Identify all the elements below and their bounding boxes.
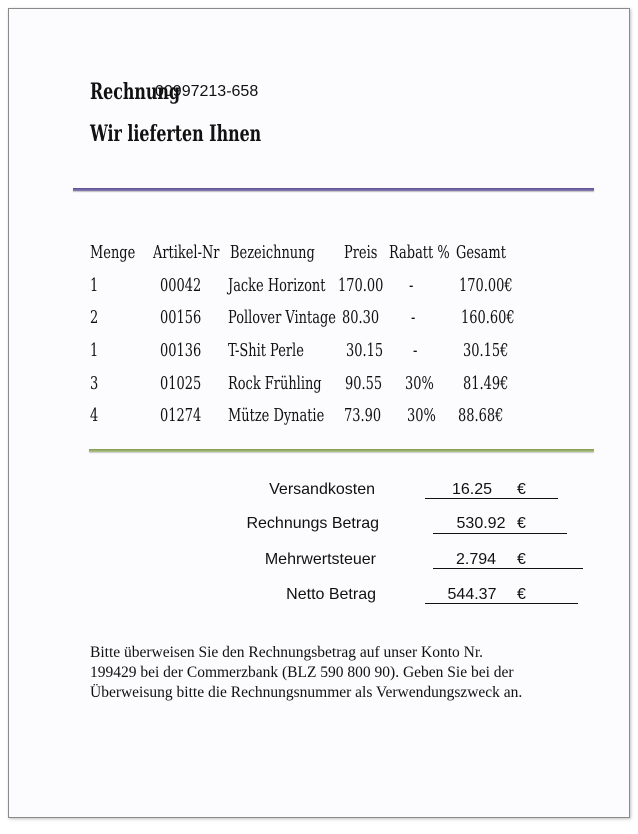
totals-underline: [433, 533, 567, 534]
table-cell-menge: 1: [90, 340, 99, 361]
totals-underline: [433, 568, 583, 569]
table-cell-artikel-nr: 01025: [160, 373, 202, 394]
table-cell-bezeichnung: Jacke Horizont: [228, 275, 326, 296]
col-header-menge: Menge: [90, 242, 136, 263]
totals-currency-mehrwertsteuer: €: [517, 551, 526, 568]
col-header-artikel-nr: Artikel-Nr: [153, 242, 220, 263]
table-cell-preis: 90.55: [345, 373, 383, 394]
invoice-page: [8, 8, 630, 818]
table-cell-artikel-nr: 01274: [160, 405, 202, 426]
table-cell-menge: 1: [90, 275, 99, 296]
table-cell-menge: 4: [90, 405, 99, 426]
totals-value-nettobetrag: 544.37: [447, 586, 497, 603]
table-cell-preis: 30.15: [346, 340, 384, 361]
table-cell-preis: 73.90: [344, 405, 382, 426]
totals-underline: [425, 498, 558, 499]
totals-underline: [425, 603, 578, 604]
payment-note-line: Bitte überweisen Sie den Rechnungsbetrag auf unser Konto Nr.: [90, 644, 484, 661]
table-cell-gesamt: 88.68€: [458, 405, 504, 426]
table-cell-preis: 80.30: [342, 307, 380, 328]
table-cell-rabatt: 30%: [407, 405, 436, 426]
table-cell-bezeichnung: T-Shit Perle: [228, 340, 304, 361]
col-header-preis: Preis: [344, 242, 378, 263]
invoice-title-row: [90, 79, 390, 109]
table-cell-bezeichnung: Rock Frühling: [228, 373, 322, 394]
totals-value-rechnungsbetrag: 530.92: [456, 515, 506, 532]
totals-currency-versandkosten: €: [517, 481, 526, 498]
totals-currency-nettobetrag: €: [517, 586, 526, 603]
col-header-gesamt: Gesamt: [456, 242, 506, 263]
invoice-label: Rechnung: [90, 79, 181, 105]
table-cell-gesamt: 160.60€: [461, 307, 515, 328]
payment-note-line: 199429 bei der Commerzbank (BLZ 590 800 90). Geben Sie bei der: [90, 664, 514, 681]
table-cell-rabatt: -: [413, 340, 418, 361]
col-header-bezeichnung: Bezeichnung: [230, 242, 315, 263]
table-cell-bezeichnung: Mütze Dynatie: [228, 405, 325, 426]
table-cell-artikel-nr: 00136: [160, 340, 202, 361]
payment-note-line: Überweisung bitte die Rechnungsnummer als Verwendungszweck an.: [90, 684, 523, 701]
payment-note: [90, 643, 560, 703]
table-cell-artikel-nr: 00042: [160, 275, 202, 296]
table-cell-menge: 3: [90, 373, 99, 394]
table-cell-preis: 170.00: [338, 275, 384, 296]
totals-value-mehrwertsteuer: 2.794: [455, 551, 497, 568]
invoice-number: 00997213-658: [155, 83, 259, 100]
table-cell-gesamt: 170.00€: [459, 275, 513, 296]
totals-label-versandkosten: Versandkosten: [269, 481, 375, 498]
totals-currency-rechnungsbetrag: €: [517, 515, 526, 532]
table-cell-artikel-nr: 00156: [160, 307, 202, 328]
bottom-divider: [89, 449, 594, 452]
totals-value-versandkosten: 16.25: [451, 481, 493, 498]
invoice-subtitle: Wir lieferten Ihnen: [90, 121, 262, 147]
table-cell-menge: 2: [90, 307, 99, 328]
totals-label-mehrwertsteuer: Mehrwertsteuer: [264, 551, 376, 568]
totals-label-rechnungsbetrag: Rechnungs Betrag: [246, 515, 379, 532]
top-divider: [73, 188, 594, 191]
col-header-rabatt: Rabatt %: [389, 242, 450, 263]
table-cell-gesamt: 81.49€: [463, 373, 509, 394]
table-cell-bezeichnung: Pollover Vintage: [228, 307, 336, 328]
table-cell-gesamt: 30.15€: [463, 340, 509, 361]
table-cell-rabatt: -: [409, 275, 414, 296]
table-cell-rabatt: -: [411, 307, 416, 328]
totals-label-nettobetrag: Netto Betrag: [286, 586, 376, 603]
table-cell-rabatt: 30%: [405, 373, 434, 394]
